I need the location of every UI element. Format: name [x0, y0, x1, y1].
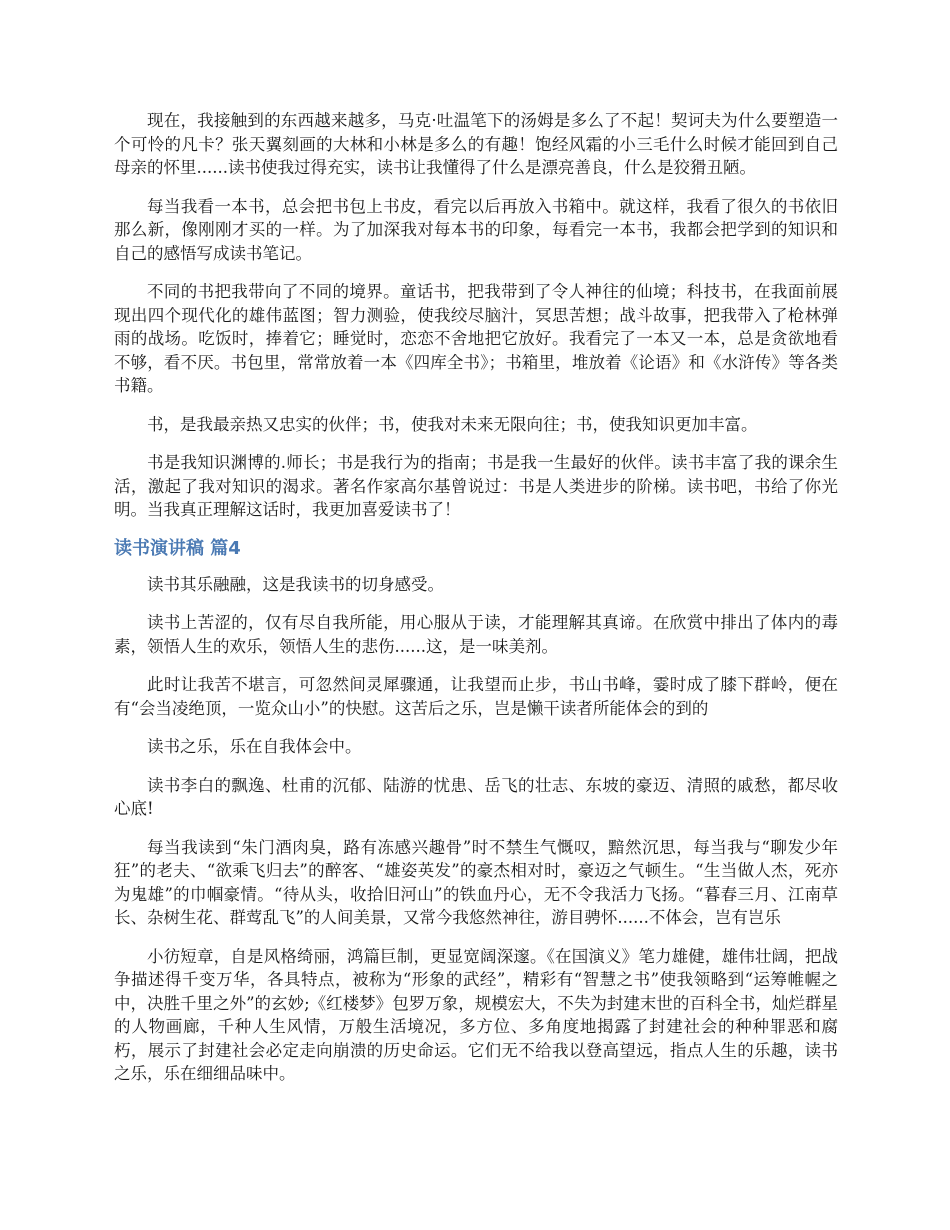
paragraph-2: 每当我看一本书，总会把书包上书皮，看完以后再放入书箱中。就这样，我看了很久的书依旧那么新，像刚刚才买的一样。为了加深我对每本书的印象，每看完一本书，我都会把学到的知识和自己的感悟写成读书笔记。 — [114, 196, 838, 263]
paragraph-7: 读书上苦涩的，仅有尽自我所能，用心服从于读，才能理解其真谛。在欣赏中排出了体内的毒素，领悟人生的欢乐，领悟人生的悲伤......这，是一味美剂。 — [114, 613, 838, 656]
paragraph-6: 读书其乐融融，这是我读书的切身感受。 — [147, 574, 444, 594]
paragraph-1: 现在，我接触到的东西越来越多，马克·吐温笔下的汤姆是多么了不起！契诃夫为什么要塑造一个可怜的凡卡？张天翼刻画的大林和小林是多么的有趣！饱经风霜的小三毛什么时候才能回到自己母亲的怀里......读书使我过得充实，读书让我懂得了什么是漂亮善良，什么是狡猾丑陋。 — [114, 111, 838, 177]
paragraph-12: 小彷短章，自是风格绮丽，鸿篇巨制，更显宽阔深邃。《在国演义》笔力雄健，雄伟壮阔，把战争描述得千变万华，各具特点，被称为“形象的武经”，精彩有“智慧之书”使我领略到“运筹帷幄之中，决胜千里之外”的玄妙;《红楼梦》包罗万象，规模宏大，不失为封建末世的百科全书，灿烂群星的人物画廊，千种人生风情，万般生活境况，多方位、多角度地揭露了封建社会的种种罪恶和腐朽，展示了封建社会必定走向崩溃的历史命运。它们无不给我以登高望远，指点人生的乐趣，读书之乐，乐在细细品味中。 — [114, 946, 838, 1083]
paragraph-4: 书，是我最亲热又忠实的伙伴；书，使我对未来无限向往；书，使我知识更加丰富。 — [147, 414, 758, 434]
paragraph-10: 读书李白的飘逸、杜甫的沉郁、陆游的忧患、岳飞的壮志、东坡的豪迈、清照的戚愁，都尽收心底! — [114, 775, 838, 818]
paragraph-11: 每当我读到“朱门酒肉臭，路有冻感兴趣骨”时不禁生气慨叹，黯然沉思，每当我与“聊发少年狂”的老夫、“欲乘飞归去”的醉客、“雄姿英发”的豪杰相对时，豪迈之气顿生。“生当做人杰，死亦为鬼雄”的巾帼豪情。“待从头，收拾旧河山”的铁血丹心，无不令我活力飞扬。“暮春三月、江南草长、杂树生花、群莺乱飞”的人间美景，又常今我悠然神往，游目骋怀......不体会，岂有岂乐 — [114, 837, 838, 927]
section-title: 读书演讲稿 篇4 — [114, 537, 241, 559]
document-page — [114, 109, 838, 1101]
paragraph-8: 此时让我苦不堪言，可忽然间灵犀骤通，让我望而止步，书山书峰，霎时成了膝下群岭，便在有“会当凌绝顶，一览众山小”的快慰。这苦后之乐，岂是懒干读者所能体会的到的 — [114, 675, 838, 718]
paragraph-3: 不同的书把我带向了不同的境界。童话书，把我带到了令人神往的仙境；科技书，在我面前展现出四个现代化的雄伟蓝图；智力测验，使我绞尽脑汁，冥思苦想；战斗故事，把我带入了枪林弹雨的战场。吃饭时，捧着它；睡觉时，恋恋不舍地把它放好。我看完了一本又一本，总是贪欲地看不够，看不厌。书包里，常常放着一本《四库全书》；书箱里，堆放着《论语》和《水浒传》等各类书籍。 — [114, 282, 838, 395]
paragraph-9: 读书之乐，乐在自我体会中。 — [147, 737, 362, 756]
paragraph-5: 书是我知识渊博的.师长；书是我行为的指南；书是我一生最好的伙伴。读书丰富了我的课余生活，激起了我对知识的渴求。著名作家高尔基曾说过：书是人类进步的阶梯。读书吧，书给了你光明。当我真正理解这话时，我更加喜爱读书了！ — [114, 453, 838, 519]
